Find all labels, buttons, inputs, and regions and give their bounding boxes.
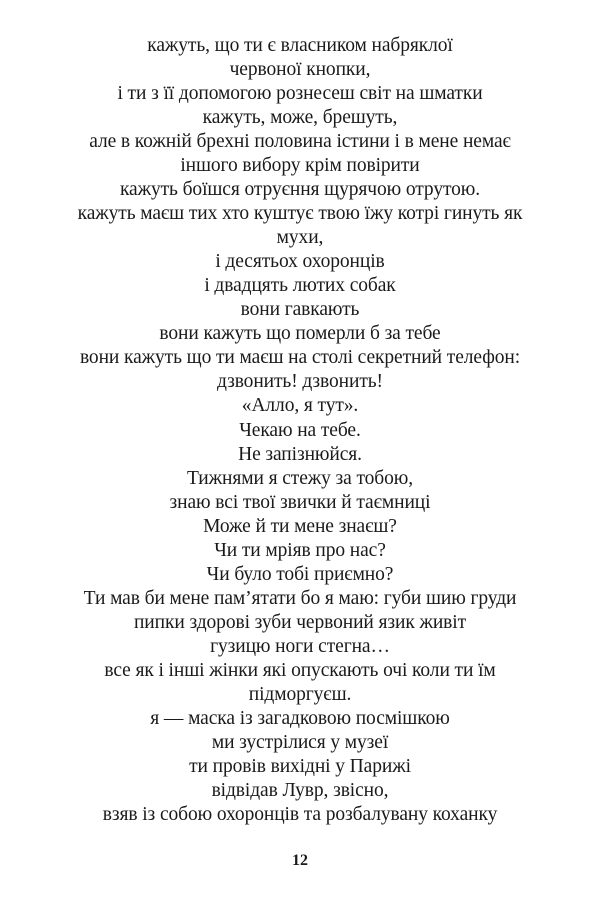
poem-line: мухи, bbox=[276, 227, 324, 249]
poem-line: і двадцять лютих собак bbox=[204, 275, 396, 297]
poem-line: кажуть боїшся отруєння щурячою отрутою. bbox=[119, 179, 481, 201]
poem-line: і десятьох охоронців bbox=[215, 251, 385, 273]
poem-line: «Алло, я тут». bbox=[241, 395, 359, 417]
poem-line: відвідав Лувр, звісно, bbox=[211, 779, 389, 801]
poem-text bbox=[0, 34, 600, 827]
poem-line: вони кажуть що померли б за тебе bbox=[159, 323, 441, 345]
page-number: 12 bbox=[292, 852, 308, 869]
poem-line: я — маска із загадковою посмішкою bbox=[150, 707, 450, 729]
poem-line: кажуть маєш тих хто куштує твою їжу котрі гинуть як bbox=[77, 203, 523, 225]
poem-line: кажуть, що ти є власником набряклої bbox=[147, 35, 453, 56]
poem-line: вони кажуть що ти маєш на столі секретний телефон: bbox=[79, 347, 521, 369]
poem-line: ми зустрілися у музеї bbox=[211, 731, 389, 753]
poem-line: Тижнями я стежу за тобою, bbox=[186, 467, 414, 489]
poem-line: пипки здорові зуби червоний язик живіт bbox=[133, 611, 467, 633]
poem-line: і ти з її допомогою рознесеш світ на шматки bbox=[117, 83, 483, 105]
poem-line: підморгуєш. bbox=[248, 683, 352, 705]
poem-line: взяв із собою охоронців та розбалувану коханку bbox=[102, 804, 498, 825]
poem-line: Чи ти мріяв про нас? bbox=[214, 539, 386, 561]
poem-line: Чи було тобі приємно? bbox=[206, 563, 394, 585]
poem-line: вони гавкають bbox=[240, 299, 360, 321]
poem-line: Не запізнюйся. bbox=[238, 443, 362, 465]
poem-line: червоної кнопки, bbox=[229, 59, 371, 81]
poem-line: Чекаю на тебе. bbox=[239, 419, 361, 441]
poem-line: іншого вибору крім повірити bbox=[180, 155, 420, 177]
poem-line: кажуть, може, брешуть, bbox=[202, 107, 398, 129]
poem-line: гузицю ноги стегна… bbox=[210, 635, 390, 657]
poem-line: але в кожній брехні половина істини і в мене немає bbox=[89, 131, 511, 153]
poem-line: дзвонить! дзвонить! bbox=[217, 371, 383, 393]
poem-line: ти провів вихідні у Парижі bbox=[189, 755, 411, 777]
poem-line: Ти мав би мене пам’ятати бо я маю: губи шию груди bbox=[83, 587, 517, 609]
poem-line: все як і інші жінки які опускають очі коли ти їм bbox=[104, 659, 496, 681]
poem-line: знаю всі твої звички й таємниці bbox=[169, 491, 431, 513]
poem-line: Може й ти мене знаєш? bbox=[203, 515, 397, 537]
